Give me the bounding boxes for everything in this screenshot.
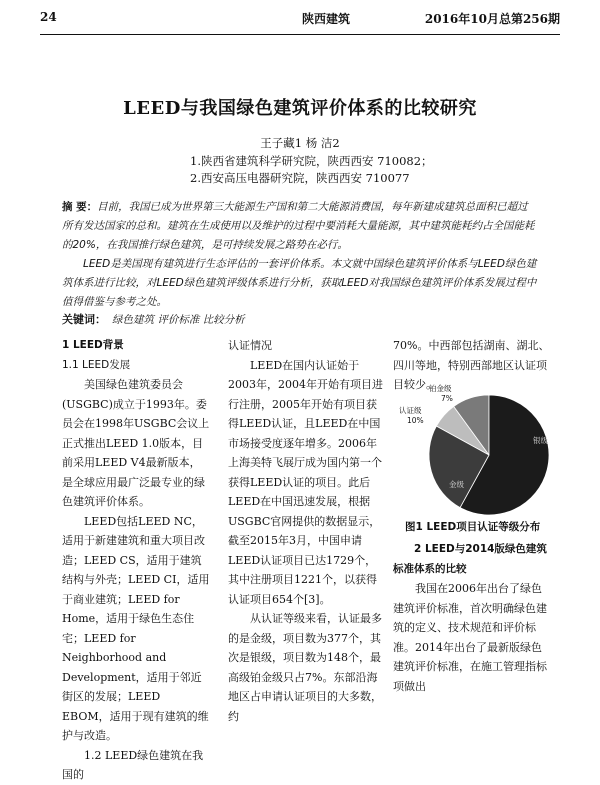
abstract-paragraph-1 [62, 198, 538, 255]
pie-label-certified: 认证级 [399, 406, 422, 415]
paragraph-3-2: 我国在2006年出台了绿色建筑评价标准，首次明确绿色建筑的定义、技术规范和评价标准。2014年出台了最新版绿色建筑评价标准，在施工管理指标项做出 [393, 582, 547, 693]
subsection-heading-1-1: 1.1 LEED发展 [62, 358, 131, 371]
abstract-label: 摘 要： [62, 201, 98, 213]
paragraph-1-2: LEED包括LEED NC，适用于新建建筑和重大项目改造；LEED CS，适用于建筑结构与外壳；LEED CI，适用于商业建筑；LEED for Home，适用于绿色生态住宅；LEED for Neighborhood and Development，适用于邻近街区的发展；LEED EBOM，适用于现有建筑的维护与改造。 [62, 514, 210, 742]
abstract-paragraph-2 [62, 255, 538, 312]
certification-pie-chart [393, 383, 551, 518]
affiliation-1: 1.陕西省建筑科学研究院，陕西西安 710082； [190, 154, 433, 168]
section-heading-1: 1 LEED背景 [62, 339, 124, 351]
figure-caption: 图1 LEED项目认证等级分布 [405, 521, 541, 533]
keywords-label: 关键词： [62, 313, 106, 326]
header-rule [40, 34, 560, 35]
paragraph-1-1: 美国绿色建筑委员会(USGBC)成立于1993年。委员会在1998年USGBC会议上正式推出LEED 1.0版本，目前采用LEED V4最新版本，是全球应用最广泛最专业的绿色建筑评价体系。 [62, 378, 210, 508]
issue-info: 2016年10月总第256期 [424, 12, 560, 26]
journal-name: 陕西建筑 [302, 12, 351, 26]
abstract-text-1: 目前，我国已成为世界第三大能源生产国和第二大能源消费国，每年新建成建筑总面积已超过所有发达国家的总和。建筑在生成使用以及维护的过程中要消耗大量能源，其中建筑能耗约占全国能耗的20%，在我国推行绿色建筑，是可持续发展之路势在必行。 [62, 201, 535, 251]
body-column-2 [228, 336, 386, 726]
affiliation-2: 2.西安高压电器研究院，陕西西安 710077 [190, 171, 410, 185]
body-column-1 [62, 336, 210, 785]
pie-label-certified-pct: 10% [407, 416, 424, 425]
article-title: LEED与我国绿色建筑评价体系的比较研究 [123, 98, 477, 119]
pie-label-platinum-pct: 7% [441, 394, 453, 403]
keywords-text: 绿色建筑 评价标准 比较分析 [112, 314, 245, 326]
pie-label-platinum: 铂金级 [429, 384, 452, 393]
section-heading-2: 2 LEED与2014版绿色建筑标准体系的比较 [393, 543, 547, 575]
article-authors: 王子藏1 杨 洁2 [260, 136, 340, 150]
abstract-text-2: LEED是美国现有建筑进行生态评估的一套评价体系。本文就中国绿色建筑评价体系与LEED绿色建筑体系进行比较，对LEED绿色建筑评级体系进行分析，获取LEED对我国绿色建筑评价体系发展过程中值得借鉴与参考之处。 [62, 258, 537, 308]
page-number: 24 [40, 10, 57, 24]
keywords [62, 311, 245, 327]
paragraph-2-2: 从认证等级来看，认证最多的是金级，项目数为377个，其次是银级，项目数为148个，最高级铂金级只占7%。东部沿海地区占申请认证项目的大多数，约 [228, 612, 382, 723]
column-2-line: 认证情况 [228, 339, 272, 352]
body-column-3-continued [393, 540, 551, 696]
pie-label-silver: 银级 [533, 436, 548, 445]
paragraph-3-1: 70%。中西部包括湖南、湖北、四川等地，特别西部地区认证项目较少。 [393, 339, 550, 391]
paragraph-2-1: LEED在国内认证始于2003年，2004年开始有项目进行注册，2005年开始有项目获得LEED认证，且LEED在中国市场接受度逐年增多。2006年上海美特飞展厅成为国内第一个获得LEED认证的项目。此后LEED在中国迅速发展，根据USGBC官网提供的数据显示，截至2015年3月，中国申请LEED认证项目已达1729个，其中注册项目1221个，以获得认证项目654个[3]。 [228, 358, 383, 606]
running-header [40, 0, 560, 36]
pie-label-gold: 金级 [449, 480, 464, 489]
subsection-heading-1-2: 1.2 LEED绿色建筑在我国的 [62, 748, 204, 781]
